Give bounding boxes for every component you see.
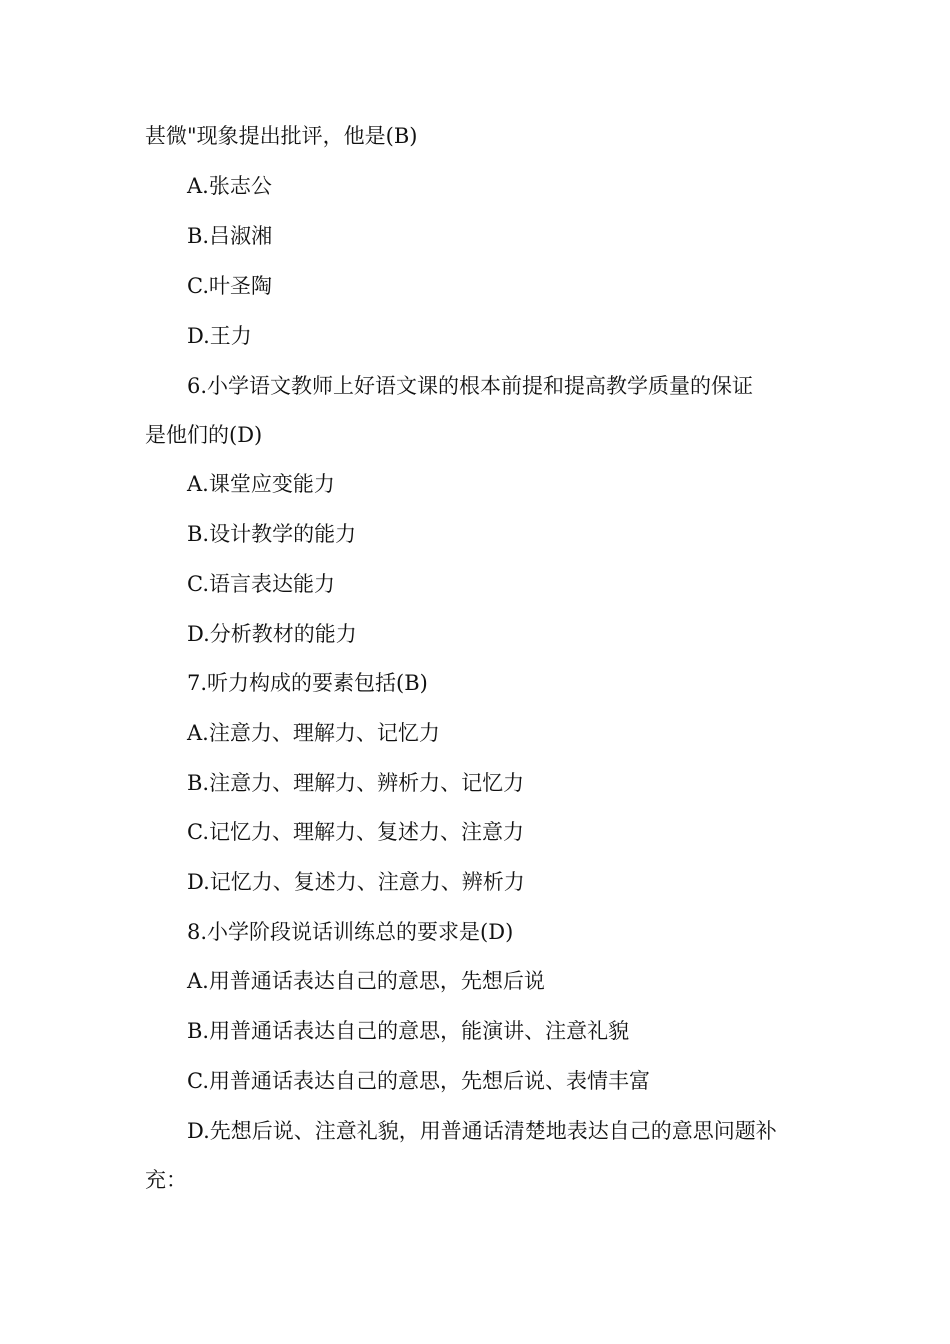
option-7d: D.记忆力、复述力、注意力、辨析力 xyxy=(187,870,525,894)
option-6c: C.语言表达能力 xyxy=(187,572,335,596)
option-5d: D.王力 xyxy=(187,324,252,348)
option-5c: C.叶圣陶 xyxy=(187,274,272,298)
option-8b: B.用普通话表达自己的意思，能演讲、注意礼貌 xyxy=(187,1019,630,1043)
option-6b: B.设计教学的能力 xyxy=(187,522,357,546)
option-8d-continuation: 充： xyxy=(145,1168,187,1192)
option-6a: A.课堂应变能力 xyxy=(187,472,335,496)
option-5b: B.吕淑湘 xyxy=(187,224,273,248)
question-8-stem: 8.小学阶段说话训练总的要求是(D) xyxy=(187,920,514,944)
question-6-stem-continuation: 是他们的(D) xyxy=(145,423,263,447)
option-7b: B.注意力、理解力、辨析力、记忆力 xyxy=(187,771,525,795)
option-8a: A.用普通话表达自己的意思，先想后说 xyxy=(187,969,545,993)
question-6-stem: 6.小学语文教师上好语文课的根本前提和提高教学质量的保证 xyxy=(187,374,754,398)
option-7a: A.注意力、理解力、记忆力 xyxy=(187,721,440,745)
question-7-stem: 7.听力构成的要素包括(B) xyxy=(187,671,428,695)
question-5-continuation: 甚微"现象提出批评，他是(B) xyxy=(145,124,418,148)
option-6d: D.分析教材的能力 xyxy=(187,622,357,646)
option-5a: A.张志公 xyxy=(187,174,272,198)
option-7c: C.记忆力、理解力、复述力、注意力 xyxy=(187,820,524,844)
option-8d: D.先想后说、注意礼貌，用普通话清楚地表达自己的意思问题补 xyxy=(187,1119,777,1143)
option-8c: C.用普通话表达自己的意思，先想后说、表情丰富 xyxy=(187,1069,650,1093)
